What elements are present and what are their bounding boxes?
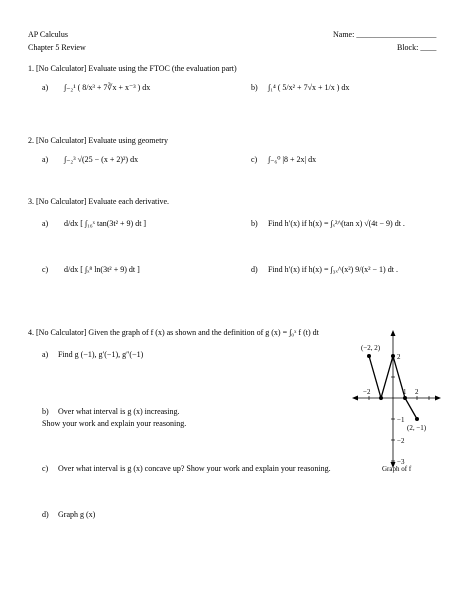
- graph-caption: Graph of f: [382, 465, 412, 473]
- x-axis-arrow-right: [435, 396, 441, 401]
- q2a-expression: ∫₋₂³ √(25 − (x + 2)²) dx: [64, 155, 139, 164]
- f-vertex-point: [367, 354, 371, 358]
- graph-of-f: [335, 330, 463, 470]
- y-tick-label: 2: [397, 353, 401, 361]
- q4c-label: c): [42, 464, 49, 473]
- chapter-title: Chapter 5 Review: [28, 43, 86, 52]
- q3d-label: d): [251, 265, 258, 274]
- q3d-expression: Find h′(x) if h(x) = ∫₃ₓ^(x²) 9/(x² − 1) dt .: [268, 265, 398, 274]
- name-field-label: Name: ____________________: [333, 30, 437, 39]
- q3b-label: b): [251, 219, 258, 228]
- q3c-expression: d/dx [ ∫ₓ⁸ ln(3t² + 9) dt ]: [64, 265, 140, 274]
- q3b-expression: Find h′(x) if h(x) = ∫ₓ²^(tan x) √(4t − 9) dt .: [268, 219, 405, 228]
- q1a-label: a): [42, 83, 49, 92]
- x-tick-label: 2: [415, 388, 419, 396]
- f-vertex-point: [415, 417, 419, 421]
- q1b-expression: ∫₁⁴ ( 5/x² + 7√x + 1/x ) dx: [268, 83, 350, 92]
- point-label-left: (−2, 2): [361, 344, 381, 352]
- y-tick-label: −3: [397, 458, 405, 466]
- q4a-text: Find g (−1), g′(−1), g″(−1): [58, 350, 144, 359]
- question-2-heading: 2. [No Calculator] Evaluate using geometry: [28, 136, 168, 145]
- q3c-label: c): [42, 265, 49, 274]
- q4d-label: d): [42, 510, 49, 519]
- y-tick-label: −1: [397, 416, 405, 424]
- q4b-text: Over what interval is g (x) increasing.: [58, 407, 180, 416]
- y-tick-label: −2: [397, 437, 405, 445]
- question-3-heading: 3. [No Calculator] Evaluate each derivative.: [28, 197, 170, 206]
- question-1-heading: 1. [No Calculator] Evaluate using the FTOC (the evaluation part): [28, 64, 237, 73]
- block-field-label: Block: ____: [397, 43, 437, 52]
- f-vertex-point: [403, 396, 407, 400]
- q2c-label: c): [251, 155, 258, 164]
- q1a-expression: ∫₋₂¹ ( 8/x³ + 7∛x + x⁻³ ) dx: [64, 83, 151, 92]
- course-title: AP Calculus: [28, 30, 68, 39]
- q3a-label: a): [42, 219, 49, 228]
- q4d-text: Graph g (x): [58, 510, 96, 519]
- q4c-text: Over what interval is g (x) concave up? Show your work and explain your reasoning.: [58, 464, 331, 473]
- f-vertex-point: [379, 396, 383, 400]
- x-tick-label: 1: [403, 388, 407, 396]
- q2a-label: a): [42, 155, 49, 164]
- x-tick-label: −2: [363, 388, 371, 396]
- q4a-label: a): [42, 350, 49, 359]
- q3a-expression: d/dx [ ∫₁₆ˣ tan(3t² + 9) dt ]: [64, 219, 147, 228]
- q4b-text-line2: Show your work and explain your reasoning.: [42, 419, 187, 428]
- q1b-label: b): [251, 83, 258, 92]
- q4b-label: b): [42, 407, 49, 416]
- f-vertex-point: [391, 354, 395, 358]
- point-label-right: (2, −1): [407, 424, 427, 432]
- q2c-expression: ∫₋₆⁰ |8 + 2x| dx: [268, 155, 317, 164]
- question-4-heading: 4. [No Calculator] Given the graph of f (x) as shown and the definition of g (x) = ∫₀ˣ f (t) dt: [28, 328, 319, 337]
